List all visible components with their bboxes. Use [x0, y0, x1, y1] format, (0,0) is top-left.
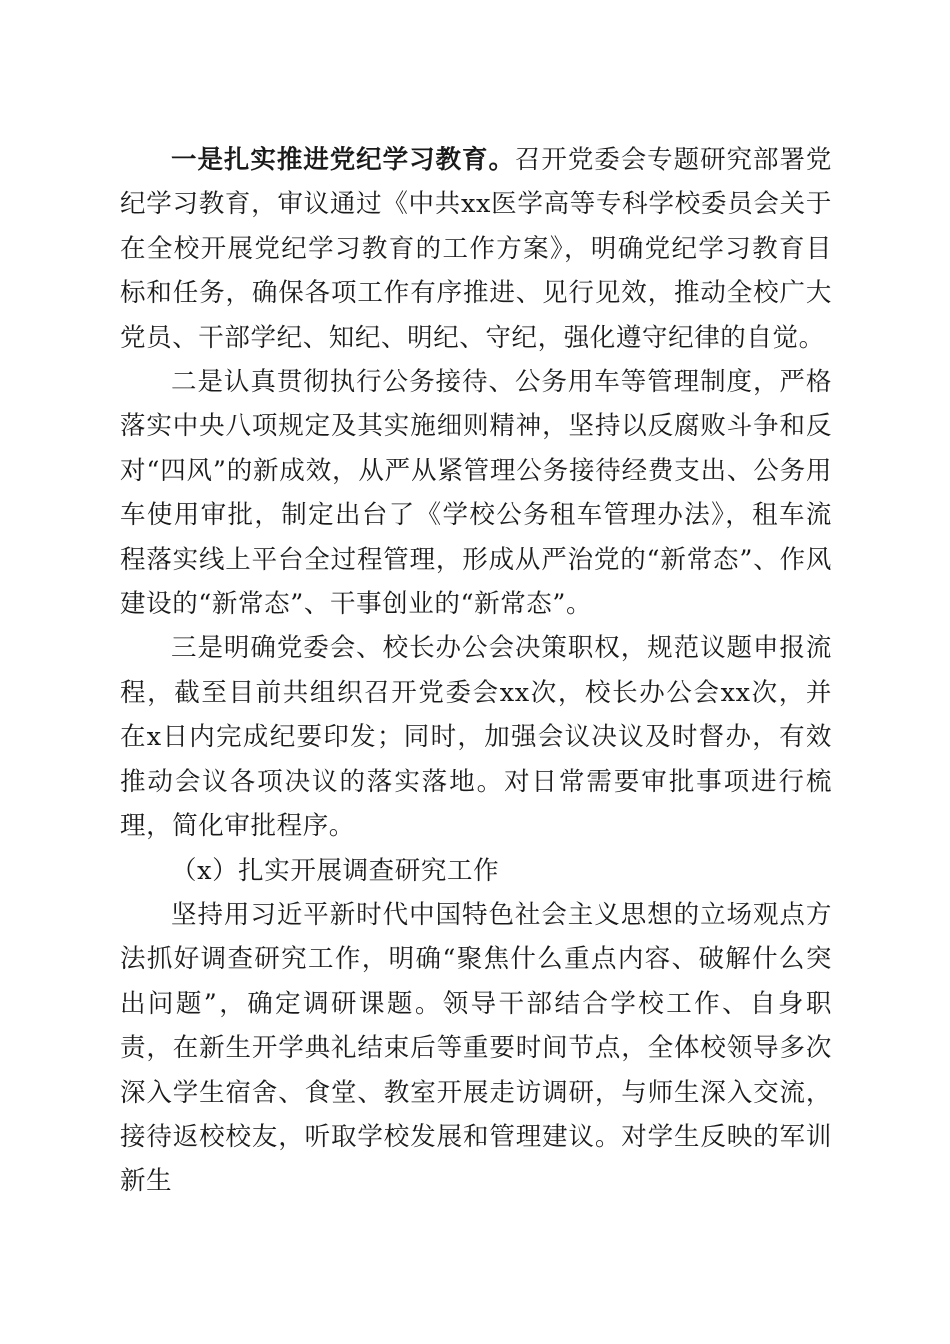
section-heading: （x）扎实开展调查研究工作 — [171, 855, 500, 886]
document-page — [120, 138, 832, 1204]
paragraph-official-reception-rules — [120, 360, 832, 626]
paragraph-body: 三是明确党委会、校长办公会决策职权，规范议题申报流程，截至目前共组织召开党委会xx次，校长办公会xx次，并在x日内完成纪要印发；同时，加强会议决议及时督办，有效推动会议各项决议的落实落地。对日常需要审批事项进行梳理，简化审批程序。 — [120, 633, 832, 842]
paragraph-lead: 一是扎实推进党纪学习教育。 — [171, 145, 515, 175]
paragraph-body: 坚持用习近平新时代中国特色社会主义思想的立场观点方法抓好调查研究工作，明确“聚焦什么重点内容、破解什么突出问题”，确定调研课题。领导干部结合学校工作、自身职责，在新生开学典礼结束后等重要时间节点，全体校领导多次深入学生宿舍、食堂、教室开展走访调研，与师生深入交流，接待返校校友，听取学校发展和管理建议。对学生反映的军训新生 — [120, 899, 832, 1197]
paragraph-decision-making-powers — [120, 626, 832, 848]
paragraph-body: 二是认真贯彻执行公务接待、公务用车等管理制度，严格落实中央八项规定及其实施细则精神，坚持以反腐败斗争和反对“四风”的新成效，从严从紧管理公务接待经费支出、公务用车使用审批，制定出台了《学校公务租车管理办法》，租车流程落实线上平台全过程管理，形成从严治党的“新常态”、作风建设的“新常态”、干事创业的“新常态”。 — [120, 367, 832, 620]
paragraph-research-work — [120, 893, 832, 1204]
paragraph-party-discipline-education — [120, 138, 832, 360]
paragraph-body: 召开党委会专题研究部署党纪学习教育，审议通过《中共xx医学高等专科学校委员会关于在全校开展党纪学习教育的工作方案》，明确党纪学习教育目标和任务，确保各项工作有序推进、见行见效，推动全校广大党员、干部学纪、知纪、明纪、守纪，强化遵守纪律的自觉。 — [120, 145, 832, 353]
